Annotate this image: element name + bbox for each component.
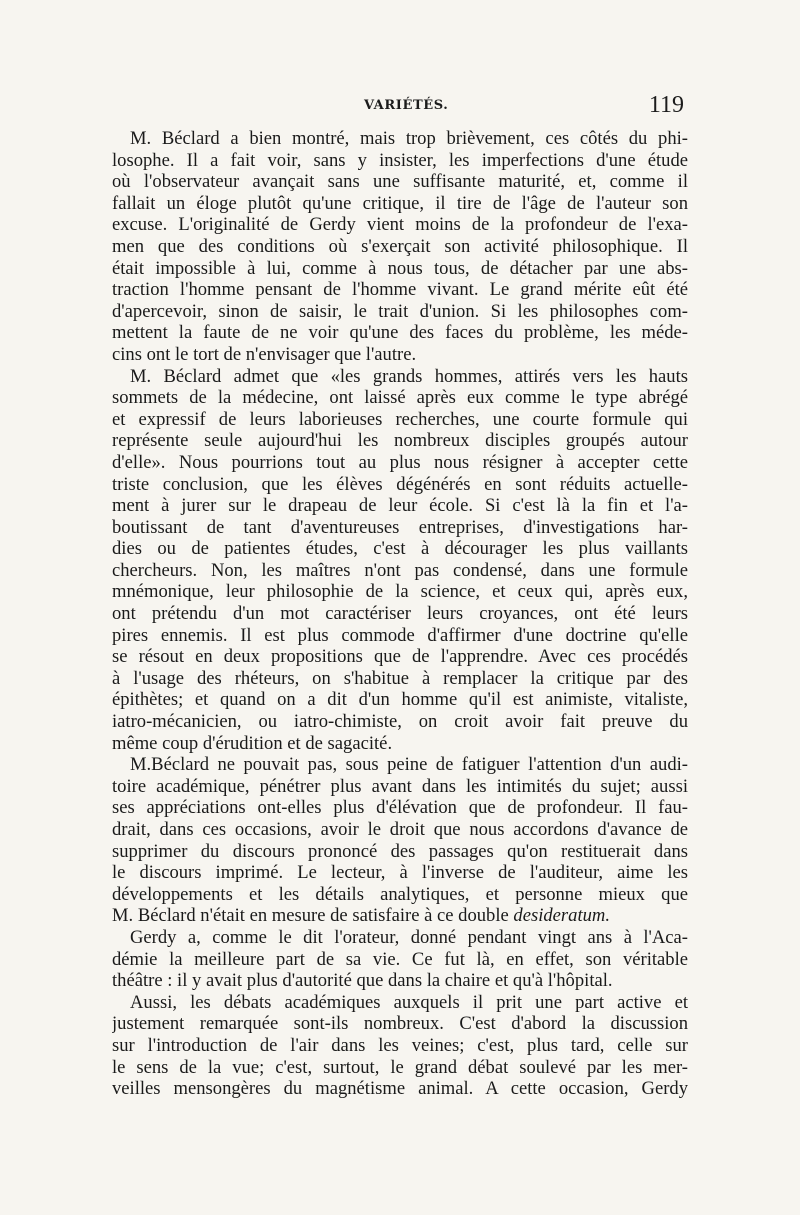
text-line: était impossible à lui, comme à nous tous, de détacher par une abs- — [112, 257, 688, 279]
text-line: mettent la faute de ne voir qu'une des faces du problème, les méde- — [112, 322, 688, 344]
page-header — [112, 92, 688, 124]
text-line: d'apercevoir, sinon de saisir, le trait d'union. Si les philosophes com- — [112, 300, 688, 322]
text-line: M. Béclard admet que «les grands hommes, attirés vers les hauts — [130, 365, 688, 387]
text-line: triste conclusion, que les élèves dégénérés en sont réduits actuelle- — [112, 473, 688, 495]
text-line: théâtre : il y avait plus d'autorité que dans la chaire et qu'à l'hôpital. — [112, 970, 613, 992]
page-number: 119 — [648, 92, 684, 118]
text-line: excuse. L'originalité de Gerdy vient moins de la profondeur de l'exa- — [112, 214, 688, 236]
text-line: dies ou de patientes études, c'est à décourager les plus vaillants — [112, 538, 688, 560]
text-line: d'elle». Nous pourrions tout au plus nous résigner à accepter cette — [112, 451, 688, 473]
text-line: iatro-mécanicien, ou iatro-chimiste, on croit avoir fait preuve du — [112, 711, 688, 733]
text-line: représente seule aujourd'hui les nombreux disciples groupés autour — [112, 430, 688, 452]
text-line: drait, dans ces occasions, avoir le droit que nous accordons d'avance de — [112, 819, 688, 840]
text-line: ont prétendu d'un mot caractériser leurs croyances, ont été leurs — [112, 603, 688, 625]
text-line: justement remarquée sont-ils nombreux. C'est d'abord la discussion — [112, 1013, 688, 1035]
text-line: développements et les détails analytiques, et personne mieux que — [112, 883, 688, 905]
text-line: le sens de la vue; c'est, surtout, le grand débat soulevé par les mer- — [112, 1056, 688, 1078]
text-line: boutissant de tant d'aventureuses entreprises, d'investigations har- — [112, 516, 688, 538]
text-line: même coup d'érudition et de sagacité. — [112, 732, 393, 754]
text-line: pires ennemis. Il est plus commode d'affirmer d'une doctrine qu'elle — [112, 624, 688, 646]
text-line-with-italic — [112, 905, 688, 927]
text-line: M. Béclard n'était en mesure de satisfaire à ce double — [112, 905, 509, 927]
text-line: chercheurs. Non, les maîtres n'ont pas condensé, dans une formule — [112, 559, 688, 581]
text-line: M.Béclard ne pouvait pas, sous peine de fatiguer l'attention d'un audi- — [130, 754, 688, 776]
text-line: démie la meilleure part de sa vie. Ce fut là, en effet, son véritable — [112, 948, 688, 970]
italic-term: desideratum. — [513, 905, 610, 927]
text-line: ment à jurer sur le drapeau de leur école. Si c'est là la fin et l'a- — [112, 495, 688, 517]
text-line: et expressif de leurs laborieuses recherches, une courte formule qui — [112, 408, 688, 430]
text-line: sur l'introduction de l'air dans les veines; c'est, plus tard, celle sur — [112, 1034, 688, 1056]
text-line: traction l'homme pensant de l'homme vivant. Le grand mérite eût été — [112, 279, 688, 301]
body-text — [112, 128, 688, 1100]
text-line: à l'usage des rhéteurs, on s'habitue à remplacer la critique par des — [112, 667, 688, 689]
text-line: le discours imprimé. Le lecteur, à l'inverse de l'auditeur, aime les — [112, 862, 688, 884]
text-line: toire académique, pénétrer plus avant dans les intimités du sujet; aussi — [112, 775, 688, 797]
text-line: se résout en deux propositions que de l'apprendre. Avec ces procédés — [112, 646, 688, 668]
text-line: fallait un éloge plutôt qu'une critique, il tire de l'âge de l'auteur son — [112, 192, 688, 214]
text-line: Aussi, les débats académiques auxquels il prit une part active et — [130, 991, 688, 1013]
text-line: mnémonique, leur philosophie de la science, et ceux qui, après eux, — [112, 581, 688, 603]
text-line: sommets de la médecine, ont laissé après eux comme le type abrégé — [112, 387, 688, 409]
text-line: men que des conditions où s'exerçait son activité philosophique. Il — [112, 235, 688, 257]
text-line: Gerdy a, comme le dit l'orateur, donné pendant vingt ans à l'Aca- — [130, 926, 688, 948]
text-line: cins ont le tort de n'envisager que l'autre. — [112, 343, 417, 365]
text-line: losophe. Il a fait voir, sans y insister, les imperfections d'une étude — [112, 149, 688, 171]
text-line: ses appréciations ont-elles plus d'élévation que de profondeur. Il fau- — [112, 797, 688, 819]
running-head: VARIÉTÉS. — [364, 98, 449, 113]
text-line: supprimer du discours prononcé des passages qu'on restituerait dans — [112, 840, 688, 862]
text-line: M. Béclard a bien montré, mais trop brièvement, ces côtés du phi- — [130, 128, 688, 149]
text-line: épithètes; et quand on a dit d'un homme qu'il est animiste, vitaliste, — [112, 689, 688, 711]
text-line: veilles mensongères du magnétisme animal. A cette occasion, Gerdy — [112, 1078, 688, 1100]
text-line: où l'observateur avançait sans une suffisante maturité, et, comme il — [112, 171, 688, 193]
